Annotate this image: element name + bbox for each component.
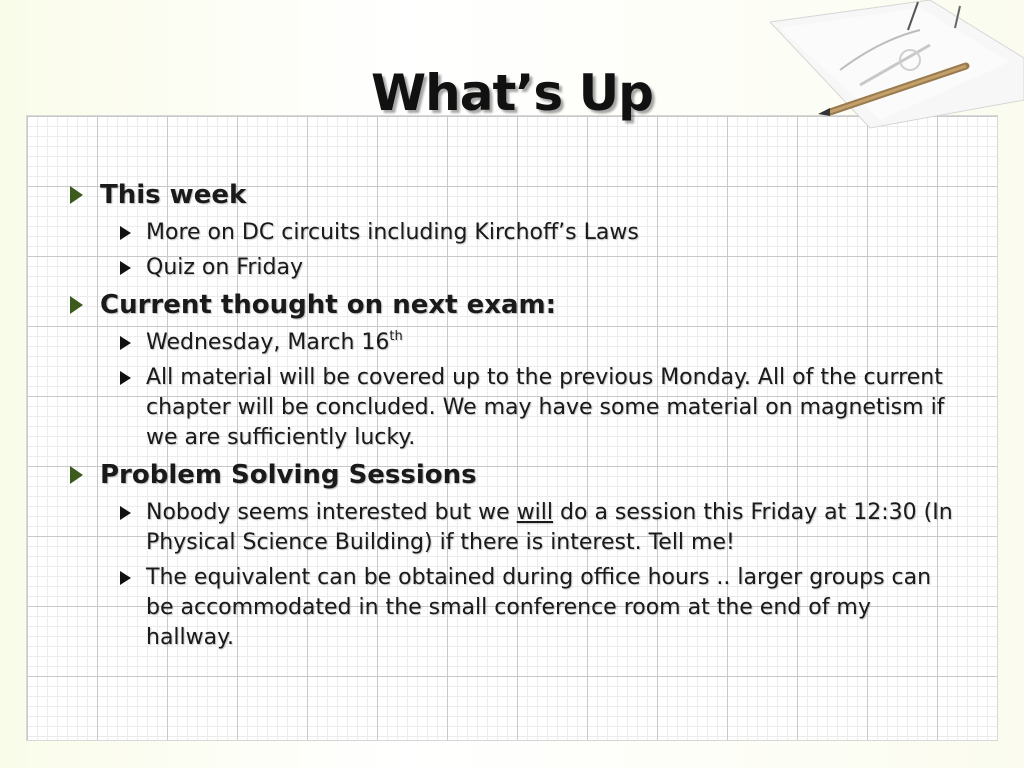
sub-bullet [64,498,964,558]
triangle-right-icon [120,371,131,385]
triangle-right-icon [70,186,83,204]
ordinal-suffix: th [389,329,403,344]
sub-bullet-text: The equivalent can be obtained during office hours .. larger groups can be accommodated in the small conference room at the end of my hallway. [146,565,932,650]
triangle-right-icon [120,261,131,275]
sub-bullet-text-end: do a session this Friday at 12:30 (In Physical Science Building) if there is interest. Tell me! [146,500,953,555]
bullet-next-exam [64,288,964,322]
sub-bullet-text: More on DC circuits including Kirchoff’s Laws [146,220,639,245]
triangle-right-icon [120,571,131,585]
sub-bullet [64,363,964,453]
triangle-right-icon [120,506,131,520]
triangle-right-icon [70,296,83,314]
triangle-right-icon [120,336,131,350]
underlined-word: will [516,500,554,525]
sub-bullet-text: Wednesday, March 16 [146,330,390,355]
bullet-heading: Current thought on next exam: [100,290,557,320]
sub-bullet-text-start: Nobody seems interested but we [146,500,517,525]
slide-content [64,178,964,658]
slide-title: What’s Up [371,64,653,122]
triangle-right-icon [70,466,83,484]
sub-bullet [64,563,964,653]
bullet-heading: Problem Solving Sessions [100,460,477,490]
sub-bullet-text: All material will be covered up to the previous Monday. All of the current chapter will be concluded. We may have some material on magnetism if we are sufficiently lucky. [146,365,945,450]
bullet-this-week [64,178,964,212]
sub-bullet [64,328,964,358]
sub-bullet [64,253,964,283]
bullet-problem-sessions [64,458,964,492]
triangle-right-icon [120,226,131,240]
sub-bullet-text: Quiz on Friday [146,255,303,280]
bullet-heading: This week [100,180,247,210]
sub-bullet [64,218,964,248]
